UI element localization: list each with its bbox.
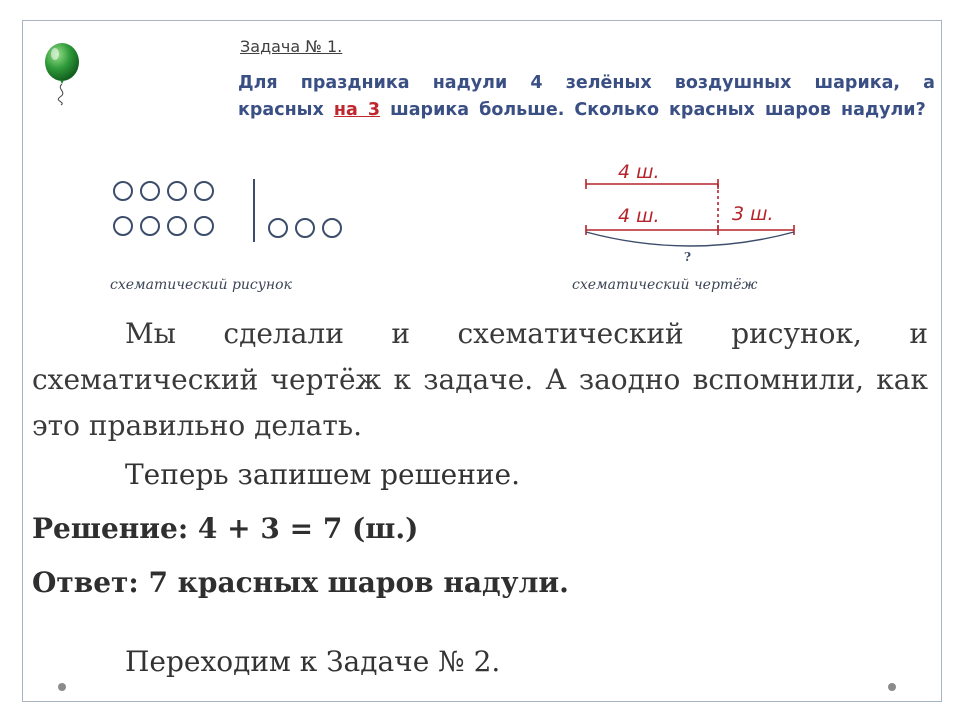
corner-dot-right <box>888 683 896 691</box>
solution-line: Решение: 4 + 3 = 7 (ш.) <box>32 512 419 545</box>
schematic-diagram <box>578 150 808 265</box>
red-ball-2 <box>141 217 159 235</box>
next-task-line: Переходим к Задаче № 2. <box>125 645 501 678</box>
label-green: 4 ш. <box>618 161 660 183</box>
diagram-caption: схематический чертёж <box>572 277 758 293</box>
picture-caption: схематический рисунок <box>110 277 292 293</box>
green-balloon-icon <box>40 42 84 106</box>
task-statement <box>238 70 935 124</box>
green-ball-1 <box>114 182 132 200</box>
red-ball-extra-3 <box>323 219 341 237</box>
explanation-paragraph <box>32 311 928 449</box>
green-ball-3 <box>168 182 186 200</box>
red-ball-extra-1 <box>269 219 287 237</box>
task-text-part2: шарика больше. Сколько красных шаров надули? <box>380 100 926 120</box>
schematic-picture <box>108 176 358 246</box>
green-ball-4 <box>195 182 213 200</box>
total-brace <box>586 232 794 246</box>
task-text-part1: Для праздника надули 4 зелёных воздушных шарика, а красных <box>238 73 935 120</box>
red-ball-extra-2 <box>296 219 314 237</box>
task-title: Задача № 1. <box>240 37 343 56</box>
label-extra: 3 ш. <box>732 203 774 225</box>
corner-dot-left <box>58 683 66 691</box>
paragraph1-text: Мы сделали и схематический рисунок, и схематический чертёж к задаче. А заодно вспомнили, как это правильно делать. <box>32 317 928 442</box>
label-question: ? <box>684 250 692 264</box>
paragraph2: Теперь запишем решение. <box>125 458 521 491</box>
label-red-base: 4 ш. <box>618 205 660 227</box>
red-ball-1 <box>114 217 132 235</box>
green-ball-2 <box>141 182 159 200</box>
red-ball-4 <box>195 217 213 235</box>
task-highlight: на 3 <box>333 100 381 120</box>
answer-line: Ответ: 7 красных шаров надули. <box>32 566 569 599</box>
red-ball-3 <box>168 217 186 235</box>
